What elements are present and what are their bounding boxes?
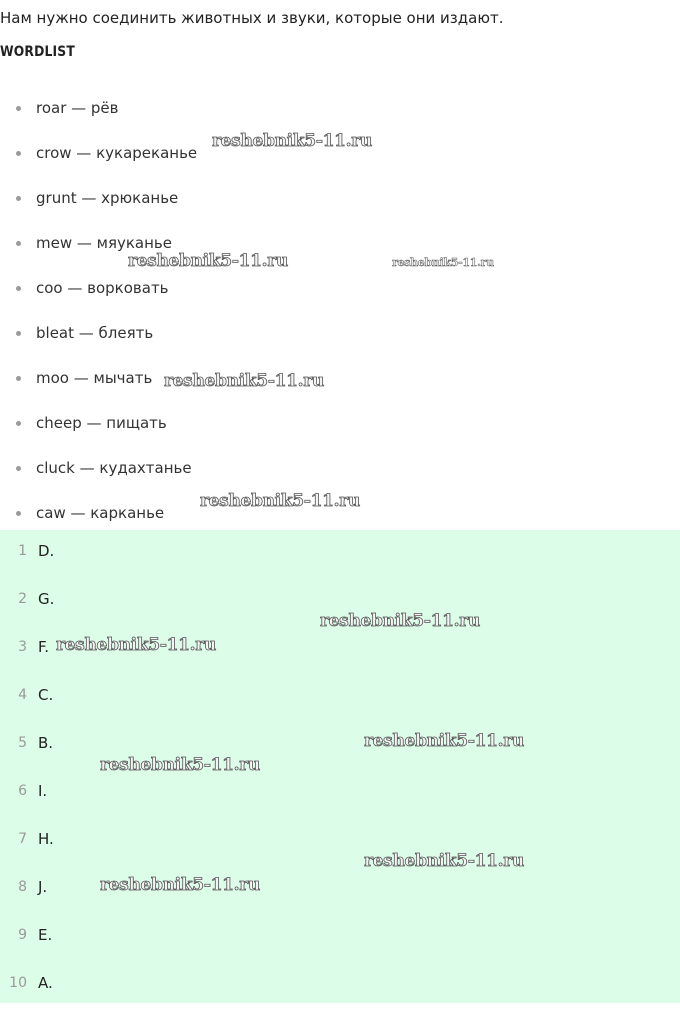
- answer-letter: B.: [38, 734, 54, 752]
- answer-row: [0, 680, 680, 710]
- watermark: reshebnik5-11.ru: [56, 635, 216, 655]
- watermark: reshebnik5-11.ru: [320, 611, 480, 631]
- wordlist-item: [0, 275, 680, 320]
- wordlist: [0, 95, 680, 545]
- answer-row: [0, 776, 680, 806]
- answer-row: [0, 968, 680, 998]
- bullet-icon: [16, 421, 21, 426]
- wordlist-item-text: cheep — пищать: [36, 414, 167, 432]
- watermark: reshebnik5-11.ru: [128, 251, 288, 271]
- answer-letter: I.: [38, 782, 48, 800]
- watermark: reshebnik5-11.ru: [364, 851, 524, 871]
- answer-row: [0, 920, 680, 950]
- answer-number: 10: [9, 975, 27, 991]
- answer-number: 8: [18, 879, 27, 895]
- answer-number: 6: [18, 783, 27, 799]
- answer-letter: F.: [38, 638, 49, 656]
- answer-number: 5: [18, 735, 27, 751]
- answer-row: [0, 728, 680, 758]
- bullet-icon: [16, 196, 21, 201]
- answer-letter: D.: [38, 542, 55, 560]
- watermark: reshebnik5-11.ru: [392, 256, 494, 269]
- watermark: reshebnik5-11.ru: [100, 755, 260, 775]
- answer-number: 4: [18, 687, 27, 703]
- wordlist-item-text: cluck — кудахтанье: [36, 459, 192, 477]
- answer-row: [0, 584, 680, 614]
- answer-letter: J.: [38, 878, 48, 896]
- wordlist-item-text: roar — рёв: [36, 99, 119, 117]
- bullet-icon: [16, 106, 21, 111]
- intro-text: Нам нужно соединить животных и звуки, которые они издают.: [0, 9, 504, 27]
- wordlist-item: [0, 365, 680, 410]
- wordlist-item-text: moo — мычать: [36, 369, 153, 387]
- answer-number: 9: [18, 927, 27, 943]
- wordlist-heading: WORDLIST: [0, 44, 75, 60]
- bullet-icon: [16, 331, 21, 336]
- answer-number: 3: [18, 639, 27, 655]
- bullet-icon: [16, 241, 21, 246]
- answer-letter: C.: [38, 686, 54, 704]
- answer-letter: E.: [38, 926, 53, 944]
- bullet-icon: [16, 151, 21, 156]
- watermark: reshebnik5-11.ru: [200, 491, 360, 511]
- watermark: reshebnik5-11.ru: [212, 131, 372, 151]
- answer-letter: A.: [38, 974, 53, 992]
- answer-letter: G.: [38, 590, 55, 608]
- wordlist-item-text: mew — мяуканье: [36, 234, 172, 252]
- answer-row: [0, 536, 680, 566]
- answer-number: 7: [18, 831, 27, 847]
- wordlist-item-text: bleat — блеять: [36, 324, 154, 342]
- bullet-icon: [16, 466, 21, 471]
- wordlist-item: [0, 185, 680, 230]
- bullet-icon: [16, 511, 21, 516]
- wordlist-item-text: coo — ворковать: [36, 279, 169, 297]
- wordlist-item: [0, 410, 680, 455]
- wordlist-item-text: grunt — хрюканье: [36, 189, 179, 207]
- answer-number: 1: [18, 543, 27, 559]
- wordlist-item-text: caw — карканье: [36, 504, 165, 522]
- bullet-icon: [16, 286, 21, 291]
- answer-number: 2: [18, 591, 27, 607]
- wordlist-item: [0, 320, 680, 365]
- answer-letter: H.: [38, 830, 54, 848]
- watermark: reshebnik5-11.ru: [100, 875, 260, 895]
- bullet-icon: [16, 376, 21, 381]
- watermark: reshebnik5-11.ru: [164, 371, 324, 391]
- answer-row: [0, 824, 680, 854]
- watermark: reshebnik5-11.ru: [364, 731, 524, 751]
- wordlist-item: [0, 230, 680, 275]
- wordlist-item-text: crow — кукареканье: [36, 144, 198, 162]
